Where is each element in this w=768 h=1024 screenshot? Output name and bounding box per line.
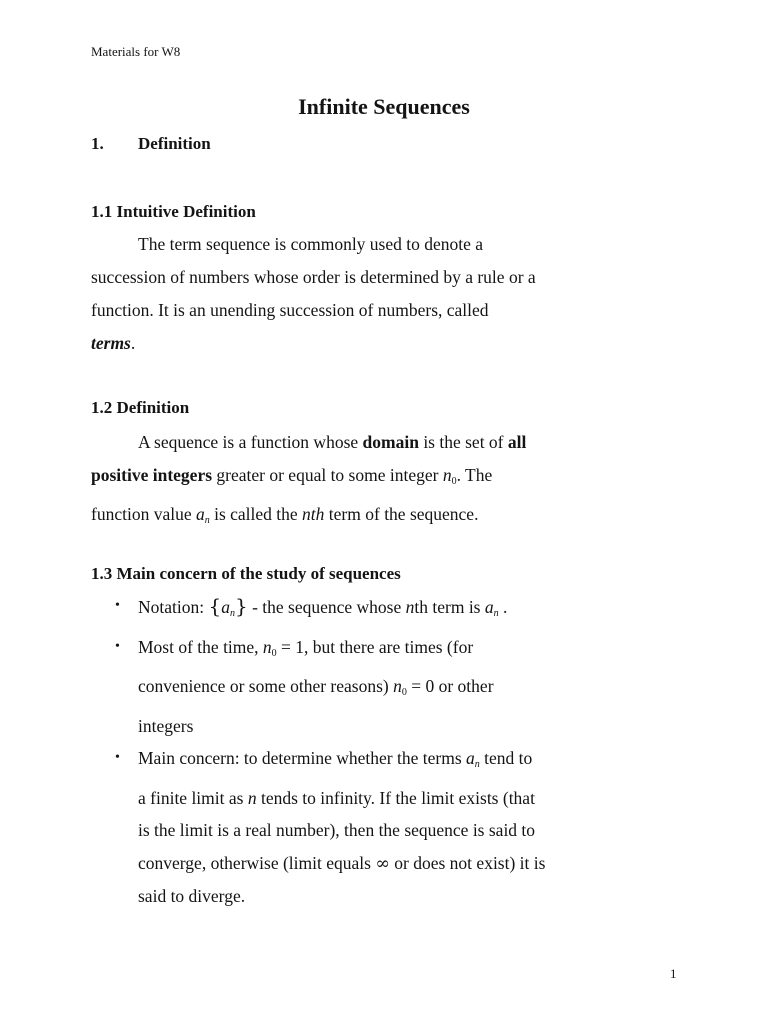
math-subscript: n [204,515,210,526]
list-item [91,590,691,631]
page-number: 1 [670,966,677,981]
text-run: th term is [414,597,485,617]
list-item [91,742,691,913]
section-title: Definition [138,134,211,153]
text-run: tends to infinity. If the limit exists (that [256,787,535,808]
math-subscript: n [493,608,499,619]
math-subscript: 0 [271,647,277,659]
math-var: n [262,636,272,657]
subsection-1-1-heading: 1.1 Intuitive Definition [91,202,256,221]
text-run: said to diverge. [138,886,246,906]
math-subscript: 0 [401,687,407,698]
math-subscript: n [474,759,480,770]
text-line: succession of numbers whose order is determined by a rule or a [91,267,536,287]
domain-bold: domain [362,432,419,452]
text-line [91,498,681,537]
subsection-1-2-heading: 1.2 Definition [91,398,190,417]
math-var: a [195,504,205,524]
bullet-icon: • [115,598,120,613]
section-1-heading [91,134,211,154]
positive-integers-bold: positive integers [91,465,213,485]
text-run: or does not exist) it is [389,852,546,873]
text-run: or other [434,676,494,696]
text-run: convenience or some other reasons) [138,676,394,696]
concern-list [91,590,691,913]
math-brace: } [234,594,248,618]
bullet-icon: • [115,638,120,654]
text-run: greater or equal to some integer [212,465,443,485]
text-run: term of the sequence. [324,504,479,524]
math-equals: = 1 [276,636,305,657]
text-line [91,327,681,360]
text-line [91,459,681,498]
math-equals: = 0 [406,676,435,696]
text-run: tend to [479,748,533,768]
subsection-1-1-paragraph [91,228,681,360]
text-run: is called the [209,504,303,524]
math-brace: { [208,594,222,618]
text-run: Main concern: to determine whether the terms [138,748,467,768]
text-run: integers [138,715,194,736]
text-run: is the set of [418,432,508,452]
text-run: converge, otherwise (limit equals [138,852,376,873]
text-line: The term sequence is commonly used to denote a [138,234,484,254]
text-run: , but there are times (for [304,636,474,657]
infinity-symbol: ∞ [375,853,390,874]
math-nth: nth [302,504,325,524]
page-header: Materials for W8 [91,44,181,59]
math-var: a [221,597,230,617]
math-subscript: 0 [451,476,457,487]
subsection-1-2-paragraph [91,426,681,537]
terms-word: terms [91,333,131,353]
text-run: - the sequence whose [247,597,406,617]
period: . [130,333,136,353]
math-var: n [405,597,415,617]
math-var: n [247,787,257,808]
text-run: a finite limit as [138,787,248,808]
text-line: function. It is an unending succession of numbers, called [91,300,489,320]
document-title: Infinite Sequences [298,94,470,119]
text-run: function value [91,504,196,524]
math-var: n [442,465,452,485]
text-run: A sequence is a function whose [138,432,363,452]
text-run: is the limit is a real number), then the sequence is said to [138,820,536,840]
all-bold: all [507,432,527,452]
section-number: 1. [91,134,104,153]
text-line [91,426,681,459]
text-run: . [498,597,508,617]
math-var: a [484,597,494,617]
text-run: . The [456,465,493,485]
bullet-icon: • [115,750,120,765]
subsection-1-3-heading: 1.3 Main concern of the study of sequences [91,564,401,583]
math-var: n [393,676,402,696]
list-item [91,631,691,743]
math-var: a [466,748,475,768]
math-subscript: n [229,608,235,619]
text-run: Most of the time, [138,636,263,657]
text-run: Notation: [138,597,209,617]
